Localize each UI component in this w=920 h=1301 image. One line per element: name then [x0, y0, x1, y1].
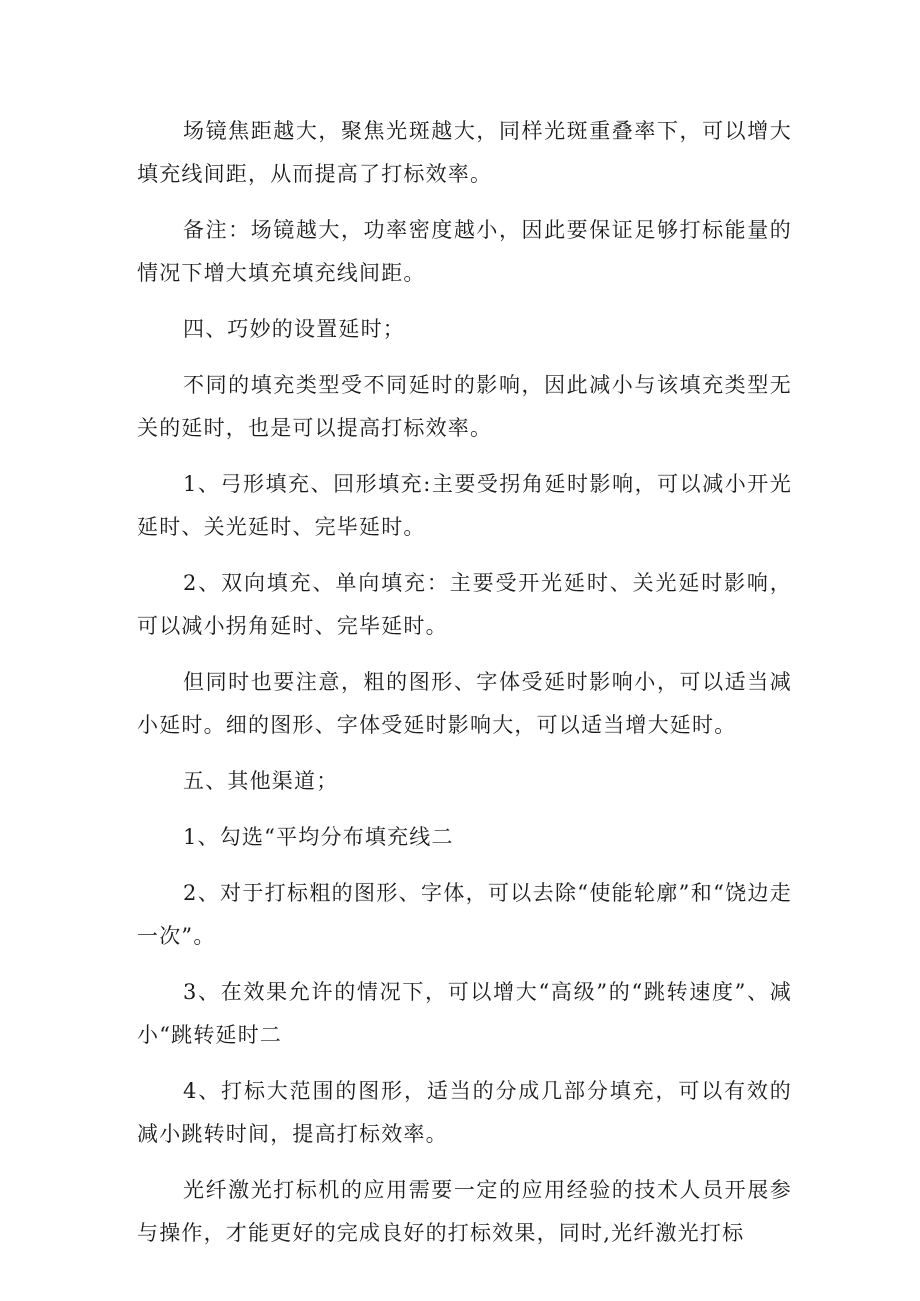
paragraph-field-lens-focal-length: 场镜焦距越大，聚焦光斑越大，同样光斑重叠率下，可以增大填充线间距，从而提高了打标效率。 — [137, 119, 792, 186]
paragraph-fill-types-delay: 不同的填充类型受不同延时的影响，因此减小与该填充类型无关的延时，也是可以提高打标效率。 — [137, 373, 792, 440]
list-item-remove-outline: 2、对于打标粗的图形、字体，可以去除“使能轮廓”和“饶边走一次”。 — [137, 881, 792, 948]
section-heading-delay-settings: 四、巧妙的设置延时； — [183, 317, 405, 341]
list-item-bow-fill: 1、弓形填充、回形填充:主要受拐角延时影响，可以减小开光延时、关光延时、完毕延时。 — [137, 472, 792, 539]
list-item-jump-speed: 3、在效果允许的情况下，可以增大“高级”的“跳转速度”、减小“跳转延时二 — [137, 980, 792, 1047]
list-item-even-fill-lines: 1、勾选“平均分布填充线二 — [183, 825, 454, 849]
paragraph-fiber-laser-application: 光纤激光打标机的应用需要一定的应用经验的技术人员开展参与操作，才能更好的完成良好的打标效果，同时,光纤激光打标 — [137, 1178, 792, 1245]
paragraph-note-power-density: 备注：场镜越大，功率密度越小，因此要保证足够打标能量的情况下增大填充填充线间距。 — [137, 218, 792, 285]
paragraph-thick-thin-delay: 但同时也要注意，粗的图形、字体受延时影响小，可以适当减小延时。细的图形、字体受延时影响大，可以适当增大延时。 — [137, 670, 792, 737]
document-body — [137, 110, 792, 1268]
list-item-bidirectional-fill: 2、双向填充、单向填充：主要受开光延时、关光延时影响，可以减小拐角延时、完毕延时。 — [137, 571, 792, 638]
section-heading-other-channels: 五、其他渠道； — [183, 769, 339, 793]
list-item-split-fill: 4、打标大范围的图形，适当的分成几部分填充，可以有效的减小跳转时间，提高打标效率。 — [137, 1079, 792, 1146]
